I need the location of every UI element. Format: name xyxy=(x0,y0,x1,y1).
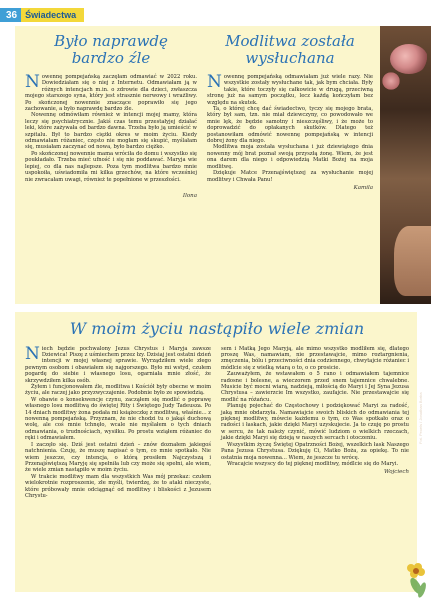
article-3-left-column xyxy=(25,343,211,500)
article-3-paragraph: Wszystkim życzę Świętej Opatrzności Bożej, wszelkich łask Naszego Pana Jezusa Chrystusa. Dziękuję Ci, Matko Boża, za opiekę. To nie ostatnia moja nowenna... Wiem, że jeszcze tu wrócę. xyxy=(221,441,409,461)
article-1-paragraph: owennę pompejańską zaczęłam odmawiać w 2022 roku. Dowiedziałam się o niej z Internetu. Odmawiałam ją w różnych intencjach m.in. o zdrowie dla dzieci, zwłaszcza mojego starszego syna, który jest strasznie nerwowy i wrażliwy. Po skończonej nowennie znaczące poprawiło się jego zachowanie, a było naprawdę bardzo źle. xyxy=(25,74,197,113)
article-1-signature: Ilona xyxy=(182,192,197,199)
article-3-paragraph: iech będzie pochwalony Jezus Chrystus i Maryja zawsze Dziewica! Piszę z uśmiechem przez łzy. Dzisiaj jest ostatni dzień intencji w mojej własnej sprawie. Wyrządziłem wiele złego pewnym osobom i obawiałem się najgorszego. Było mi wstyd, czułem pogardę do siebie i własnego losu, ogarniała mnie złość, że skrzywdziłem kilka osób. xyxy=(25,345,211,384)
article-3-paragraph: sem i Matką Jego Maryją, ale mimo wszystko modliłem się, dlatego proszę Was, namawiam, nie przestawajcie, mimo roztargnienia, zmęczenia, bólu i przeciwności dnia codziennego, chwytajcie różaniec i módlcie się z wielką wiarą o to, o co prosicie. xyxy=(221,345,409,371)
flower-ornament-icon xyxy=(394,560,432,600)
article-2-paragraph: Ta, o której chcę dać świadectwo, tyczy się mojego brata, który był sam, tzn. nie miał dziewczyny, co powodowało we mnie lęk, że będzie samotny i nieszczęśliwy, i że może to doprowadzić do opłakanych skutków. Dlatego też postanowiłam odmówić nowennę pompejańską w intencji dobrej żony dla niego. xyxy=(207,106,373,145)
article-3-paragraph: W obawie o konsekwencje czynu, zacząłem się modlić o poprawę własnego losu modlitwą do świętej Rity i Świętego Judy Tadeusza. Po 14 dniach modlitwy żona podała mi książeczkę z modlitwą, właśnie... z nowenną pompejańską. Przyznam, że nie chodzi tu o jakąś duchową wolę, ale coś mnie tchnęło, wcale nie myślałem o tych dniach odmawiania, o trudnościach, wysiłku. Po prostu wziąłem różaniec do ręki i odmawiałem. xyxy=(25,396,211,442)
rose-image xyxy=(390,44,428,74)
photo-credit: Fot. Pexels / Jonathan Borba xyxy=(418,392,423,444)
section-label: Świadectwa xyxy=(21,8,84,22)
article-3-paragraph: W trakcie modlitwy mam dla wszystkich Was mój przekaz: czułem wielokrotnie rozproszenie, złe myśli, twierdzę, że to ataki nieczyste, które próbowały mnie odciągnąć od modlitwy i bliskości z Jezusem Chrystu- xyxy=(25,473,211,499)
article-2-dropcap: N xyxy=(207,72,222,92)
article-3 xyxy=(25,320,409,499)
page-header xyxy=(0,8,84,22)
article-1-title: Było naprawdę bardzo źle xyxy=(54,32,168,67)
rose-image xyxy=(380,72,402,90)
article-2-signature: Kamila xyxy=(353,184,373,191)
article-1-paragraph: Nowennę odmówiłam również w intencji mojej mamy, która leczy się psychiatrycznie. Jakiś czas temu przestałyjej działać leki, które zażywała od bardzo dawna. Trzeba było ją umieścić w szpitalu. Był to bardzo ciężki okres w moim życiu. Kiedy odmawiałam różaniec, często nie mogłam się skupić, myślałam się, musiałam zaczynać od nowa, było bardzo ciężko. xyxy=(25,112,197,151)
article-2-paragraph: Modlitwa moja została wysłuchana i już dziewiątego dnia nowenny mój brat poznał swoją przyszłą żonę. Wiem, że jest ona darem dla niego i odpowiedzią Matki Bożej na moja modlitwę. xyxy=(207,144,373,170)
article-3-title: W moim życiu nastąpiło wiele zmian xyxy=(69,319,365,338)
article-2-title: Modlitwa została wysłuchana xyxy=(225,32,355,67)
article-3-paragraph: Zauważyłem, że wstawałem o 5 rano i odmawiałem tajemnice radosne i bolesne, a wieczorem przed snem tajemnice chwalebne. Musicie być mocni wiarą, nadzieją, miłością do Maryi i Jej Syna Jezusa Chrystusa – zawierzcie Im wszystko, zaufajcie. Nie przestawajcie się modlić na różańcu. xyxy=(221,371,409,403)
article-3-right-column xyxy=(221,346,409,500)
article-3-paragraph: I zaczęło się. Dziś jest ostatni dzień – znów doznałem jakiegoś natchnienia. Czuję, że muszę napisać o tym, co mnie spotkało. Nie wiem jeszcze, czy intencja, o którą prosiłem Najczystszą i Przenajświętszą Maryję się spełniła lub czy może się spełni, ale wiem, że wiele zmian nastąpiło w moim życiu. xyxy=(25,441,211,474)
article-3-dropcap: N xyxy=(25,343,40,364)
article-3-paragraph: Żyłem i funcjonowałem źle, modlitwa i Kościół były obecne w moim życiu, ale raczej jako przyzwyczajenie. Podobnie było ze spowiedzią. xyxy=(25,384,211,397)
article-1-body xyxy=(25,74,197,199)
rosary-photo xyxy=(380,26,431,444)
article-1-dropcap: N xyxy=(25,72,40,92)
article-2-paragraph: owennę pompejańską odmawiałam już wiele razy. Nie wszystkie zostały wysłuchane tak, jak bym chciała. Były takie, które toczyły się całkowicie w drugą, przeciwną stronę już na samym początku, lecz każdą kończyłam bez względu na skutek. xyxy=(207,74,373,106)
article-2 xyxy=(207,33,373,191)
article-3-signature: Wojciech xyxy=(383,469,409,476)
article-2-paragraph: Dziękuje Matce Przenajświętszej za wysłuchanie mojej modlitwy i Chwała Panu! xyxy=(207,170,373,183)
article-3-paragraph: Planuję pojechać do Częstochowy i podziękować Maryi za radość, jaką mnie obdarzyła. Namawiajcie swoich bliskich do odmawiania tej pięknej modlitwy, mówcie każdemu o tym, co Was spotkało oraz o radości i łaskach, jakie dzięki Maryi uzyskujecie. Ja to czuję po prostu w sercu, że tak należy czynić, mówić ludziom o wielkich rzeczach, jakie dzięki Maryi się dzieją w naszych sercach i otoczeniu. xyxy=(221,403,409,442)
article-3-paragraph: Wracajcie wszyscy do tej pięknej modlitwy, módlcie się do Maryi. xyxy=(227,460,399,467)
page-number: 36 xyxy=(0,8,21,22)
article-1 xyxy=(25,33,197,199)
article-2-body xyxy=(207,74,373,191)
article-1-paragraph: Po skończonej nowennie mama wróciła do domu i wszystko się poukładało. Trzeba mieć ufność i się nie poddawać. Maryja wie lepiej, co dla nas najlepsze. Poza tym modlitwa bardzo mnie uspokoiła, uświadomiła mi kilka grzechów, na które wcześniej nie zwracałam uwagi, również te popełnione w przeszłości. xyxy=(25,150,197,183)
